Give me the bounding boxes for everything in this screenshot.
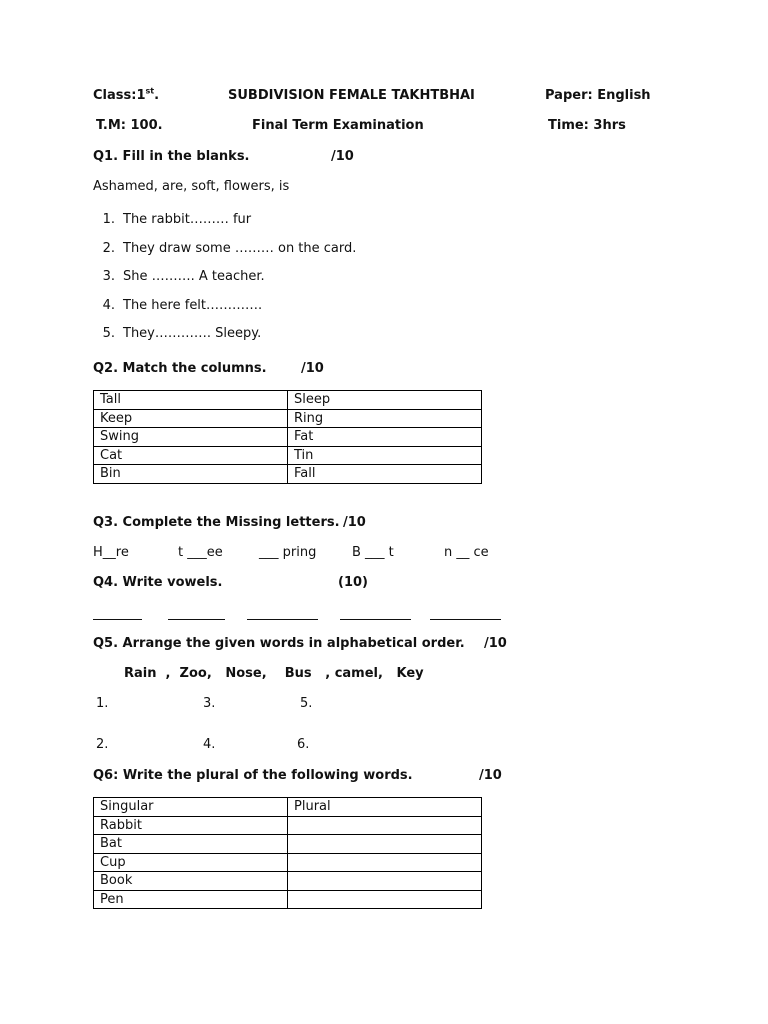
q3-marks: /10 [343, 515, 366, 530]
fill-blank-item [93, 298, 262, 313]
table-cell: Fat [288, 428, 482, 447]
q1-word-bank: Ashamed, are, soft, flowers, is [93, 179, 290, 194]
table-row [94, 890, 482, 909]
table-cell [288, 853, 482, 872]
class-label: Class:1st. [93, 86, 160, 103]
missing-letter-word: H__re [93, 545, 129, 560]
table-cell: Swing [94, 428, 288, 447]
q4-title: Q4. Write vowels. [93, 575, 223, 590]
paper-label: Paper: English [545, 88, 651, 103]
item-number: 4. [102, 298, 115, 313]
table-row [94, 816, 482, 835]
answer-number: 3. [203, 696, 216, 711]
q6-marks: /10 [479, 768, 502, 783]
q3-title: Q3. Complete the Missing letters. [93, 515, 340, 530]
table-cell: Fall [288, 465, 482, 484]
missing-letter-word: n __ ce [444, 545, 489, 560]
answer-number: 1. [96, 696, 109, 711]
missing-letter-word: t ___ee [178, 545, 223, 560]
table-cell: Cup [94, 853, 288, 872]
table-cell: Cat [94, 446, 288, 465]
q4-marks: (10) [338, 575, 368, 590]
table-cell [288, 835, 482, 854]
answer-number: 5. [300, 696, 313, 711]
table-cell: Keep [94, 409, 288, 428]
table-row [94, 835, 482, 854]
q5-title: Q5. Arrange the given words in alphabetical order. [93, 636, 465, 651]
table-header-row [94, 798, 482, 817]
table-cell [288, 890, 482, 909]
q5-marks: /10 [484, 636, 507, 651]
fill-blank-item [93, 269, 265, 284]
fill-blank-item [93, 241, 356, 256]
table-cell: Bin [94, 465, 288, 484]
table-row [94, 446, 482, 465]
table-cell: Rabbit [94, 816, 288, 835]
item-text: They…………. Sleepy. [123, 326, 262, 341]
match-columns-table [93, 390, 482, 484]
table-cell: Pen [94, 890, 288, 909]
table-cell: Tin [288, 446, 482, 465]
q5-word-list: Rain , Zoo, Nose, Bus , camel, Key [124, 666, 424, 681]
table-row [94, 465, 482, 484]
time-label: Time: 3hrs [548, 118, 626, 133]
item-number: 1. [102, 212, 115, 227]
q1-title: Q1. Fill in the blanks. [93, 149, 250, 164]
table-header-cell: Singular [94, 798, 288, 817]
fill-blank-item [93, 212, 251, 227]
item-text: The here felt…………. [123, 298, 263, 313]
table-cell: Sleep [288, 391, 482, 410]
item-text: The rabbit……… fur [123, 212, 252, 227]
table-row [94, 391, 482, 410]
answer-number: 6. [297, 737, 310, 752]
table-cell: Tall [94, 391, 288, 410]
q2-title: Q2. Match the columns. [93, 361, 267, 376]
answer-number: 2. [96, 737, 109, 752]
item-number: 5. [102, 326, 115, 341]
table-row [94, 872, 482, 891]
table-cell: Bat [94, 835, 288, 854]
total-marks: T.M: 100. [96, 118, 163, 133]
vowel-answer-line [168, 619, 225, 620]
school-name: SUBDIVISION FEMALE TAKHTBHAI [228, 88, 475, 103]
missing-letter-word: ___ pring [259, 545, 317, 560]
item-number: 3. [102, 269, 115, 284]
q1-marks: /10 [331, 149, 354, 164]
vowel-answer-line [93, 619, 142, 620]
table-cell: Book [94, 872, 288, 891]
table-cell: Ring [288, 409, 482, 428]
item-number: 2. [102, 241, 115, 256]
plural-table [93, 797, 482, 909]
fill-blank-item [93, 326, 261, 341]
vowel-answer-line [430, 619, 501, 620]
vowel-answer-line [340, 619, 411, 620]
table-cell [288, 816, 482, 835]
exam-title: Final Term Examination [252, 118, 424, 133]
q2-marks: /10 [301, 361, 324, 376]
vowel-answer-line [247, 619, 318, 620]
table-header-cell: Plural [288, 798, 482, 817]
table-cell [288, 872, 482, 891]
table-row [94, 409, 482, 428]
q6-title: Q6: Write the plural of the following words. [93, 768, 413, 783]
item-text: They draw some ……… on the card. [123, 241, 357, 256]
answer-number: 4. [203, 737, 216, 752]
missing-letter-word: B ___ t [352, 545, 394, 560]
table-row [94, 853, 482, 872]
item-text: She ………. A teacher. [123, 269, 265, 284]
table-row [94, 428, 482, 447]
